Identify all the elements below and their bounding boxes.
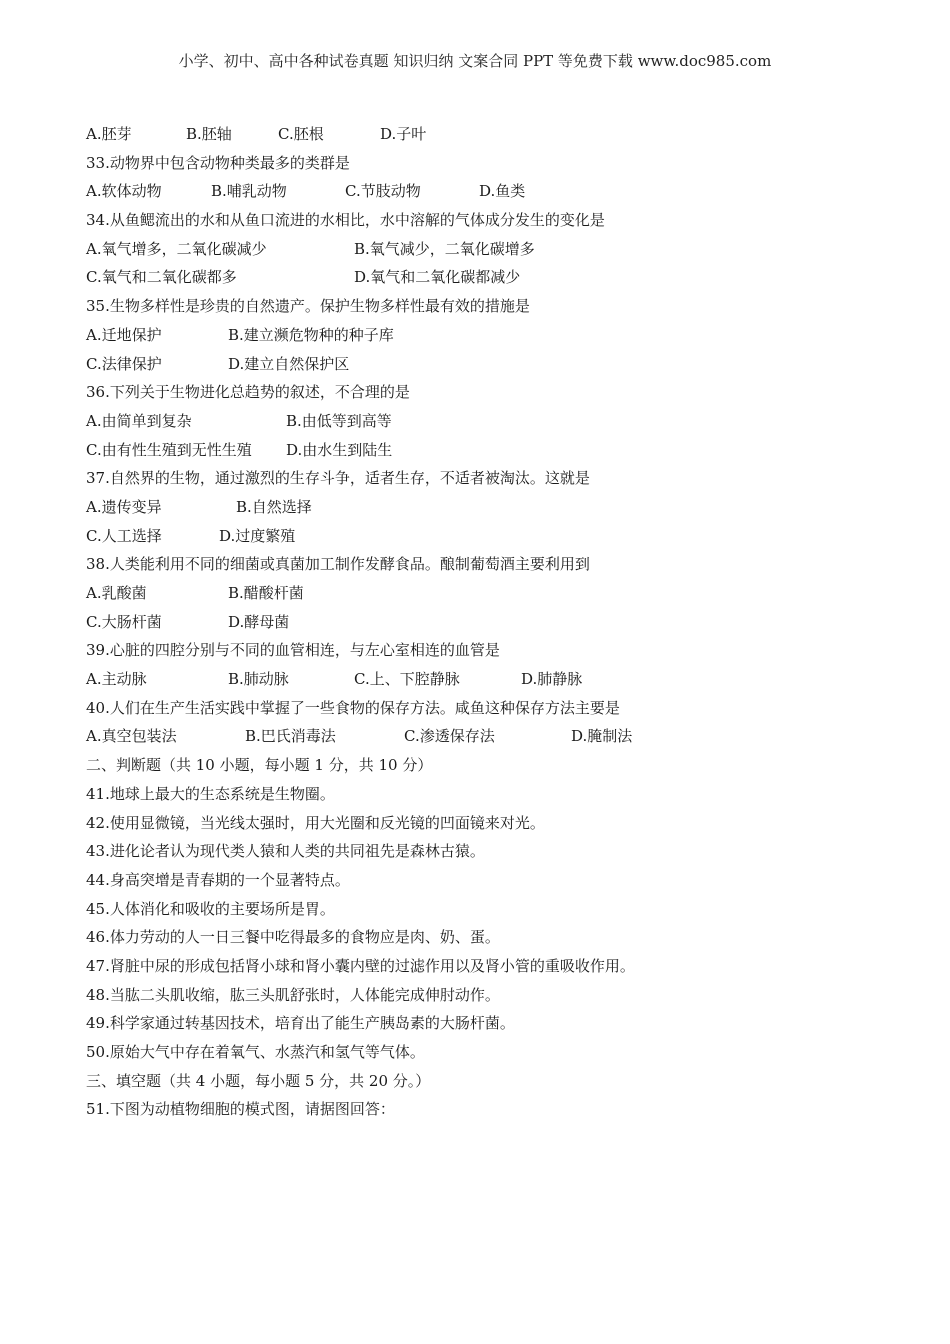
q37-option-c: C.人工选择 [86, 526, 162, 545]
q40-stem: 40.人们在生产生活实践中掌握了一些食物的保存方法。咸鱼这种保存方法主要是 [86, 698, 620, 717]
q40-option-b: B.巴氏消毒法 [245, 727, 336, 746]
q38-option-b: B.醋酸杆菌 [228, 584, 304, 602]
q39-option-b: B.肺动脉 [228, 670, 289, 689]
q36-options-row2 [86, 436, 886, 465]
q37-options-row1 [86, 493, 886, 522]
q35-options-row1 [86, 321, 886, 350]
q35-stem: 35.生物多样性是珍贵的自然遗产。保护生物多样性最有效的措施是 [86, 297, 530, 316]
q34-option-b: B.氧气减少，二氧化碳增多 [354, 239, 535, 258]
q43: 43.进化论者认为现代类人猿和人类的共同祖先是森林古猿。 [86, 842, 485, 861]
q38-option-a: A.乳酸菌 [86, 584, 147, 602]
q37-stem: 37.自然界的生物，通过激烈的生存斗争，适者生存，不适者被淘汰。这就是 [86, 469, 590, 488]
q32-option-b: B.胚轴 [186, 125, 232, 143]
q44: 44.身高突增是青春期的一个显著特点。 [86, 870, 350, 889]
q40-option-d: D.腌制法 [571, 727, 633, 746]
q36-option-d: D.由水生到陆生 [286, 440, 393, 459]
q46: 46.体力劳动的人一日三餐中吃得最多的食物应是肉、奶、蛋。 [86, 928, 500, 947]
q47: 47.肾脏中尿的形成包括肾小球和肾小囊内壁的过滤作用以及肾小管的重吸收作用。 [86, 956, 635, 975]
q40-option-c: C.渗透保存法 [404, 727, 495, 746]
q39-option-d: D.肺静脉 [521, 670, 583, 689]
q40-option-a: A.真空包装法 [86, 727, 177, 746]
q37-options-row2 [86, 522, 886, 551]
q51-stem: 51.下图为动植物细胞的模式图，请据图回答： [86, 1100, 395, 1119]
q42: 42.使用显微镜，当光线太强时，用大光圈和反光镜的凹面镜来对光。 [86, 813, 545, 832]
q32-option-c: C.胚根 [278, 125, 324, 143]
q34-option-a: A.氧气增多，二氧化碳减少 [86, 239, 267, 258]
q33-stem: 33.动物界中包含动物种类最多的类群是 [86, 153, 350, 172]
q33-options [86, 177, 886, 206]
q37-option-a: A.遗传变异 [86, 497, 162, 516]
q41: 41.地球上最大的生态系统是生物圈。 [86, 784, 335, 803]
q34-stem: 34.从鱼鳃流出的水和从鱼口流进的水相比，水中溶解的气体成分发生的变化是 [86, 211, 605, 230]
q36-option-a: A.由简单到复杂 [86, 411, 192, 430]
q33-option-c: C.节肢动物 [345, 182, 421, 201]
q38-stem: 38.人类能利用不同的细菌或真菌加工制作发酵食品。酿制葡萄酒主要利用到 [86, 555, 590, 574]
q35-options-row2 [86, 350, 886, 379]
q33-option-a: A.软体动物 [86, 182, 162, 201]
q38-option-d: D.酵母菌 [228, 612, 290, 631]
q36-stem: 36.下列关于生物进化总趋势的叙述，不合理的是 [86, 383, 410, 402]
q34-options-row1 [86, 235, 886, 264]
q34-option-d: D.氧气和二氧化碳都减少 [354, 268, 521, 287]
q38-options-row1 [86, 579, 886, 608]
q35-option-b: B.建立濒危物种的种子库 [228, 325, 394, 344]
q37-option-b: B.自然选择 [236, 497, 312, 516]
q39-options [86, 665, 886, 694]
q36-option-b: B.由低等到高等 [286, 411, 392, 430]
q39-option-a: A.主动脉 [86, 670, 147, 689]
q49: 49.科学家通过转基因技术，培育出了能生产胰岛素的大肠杆菌。 [86, 1014, 515, 1033]
q33-option-b: B.哺乳动物 [211, 182, 287, 201]
section2-title: 二、判断题（共 10 小题，每小题 1 分，共 10 分） [86, 756, 433, 775]
q45: 45.人体消化和吸收的主要场所是胃。 [86, 899, 335, 918]
q36-options-row1 [86, 407, 886, 436]
q35-option-a: A.迁地保护 [86, 325, 162, 344]
q48: 48.当肱二头肌收缩，肱三头肌舒张时，人体能完成伸肘动作。 [86, 985, 500, 1004]
q33-option-d: D.鱼类 [479, 182, 526, 201]
q34-option-c: C.氧气和二氧化碳都多 [86, 268, 237, 287]
section3-title: 三、填空题（共 4 小题，每小题 5 分，共 20 分。） [86, 1071, 431, 1090]
q37-option-d: D.过度繁殖 [219, 526, 296, 545]
q50: 50.原始大气中存在着氧气、水蒸汽和氢气等气体。 [86, 1043, 425, 1061]
q32-option-a: A.胚芽 [86, 125, 132, 143]
q35-option-c: C.法律保护 [86, 354, 162, 373]
q36-option-c: C.由有性生殖到无性生殖 [86, 440, 252, 459]
page-header: 小学、初中、高中各种试卷真题 知识归纳 文案合同 PPT 等免费下载 www.doc985.com [178, 52, 772, 70]
q40-options [86, 722, 886, 751]
q38-option-c: C.大肠杆菌 [86, 612, 162, 631]
q32-option-d: D.子叶 [380, 125, 427, 143]
q35-option-d: D.建立自然保护区 [228, 354, 350, 373]
q32-options [86, 120, 886, 149]
q38-options-row2 [86, 608, 886, 637]
exam-content [86, 120, 886, 1124]
q39-option-c: C.上、下腔静脉 [354, 670, 460, 689]
q34-options-row2 [86, 263, 886, 292]
q39-stem: 39.心脏的四腔分别与不同的血管相连，与左心室相连的血管是 [86, 641, 500, 660]
